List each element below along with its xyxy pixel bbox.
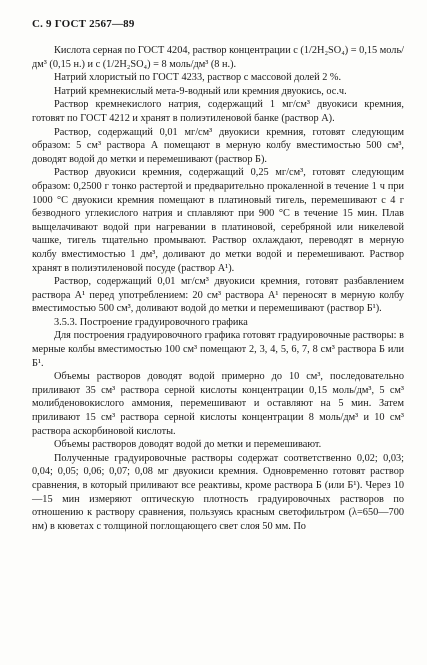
document-body <box>32 44 404 533</box>
paragraph: Раствор, содержащий 0,01 мг/см³ двуокиси кремния, готовят следующим образом: 5 см³ раствора А помещают в мерную колбу вместимостью 500 см³, доводят водой до метки и перемешивают (раствор Б). <box>32 126 404 165</box>
page-header: С. 9 ГОСТ 2567—89 <box>32 18 135 30</box>
paragraph: Раствор, содержащий 0,01 мг/см³ двуокиси кремния, готовят разбавлением раствора А¹ перед употреблением: 20 см³ раствора А¹ переносят в мерную колбу вместимостью 500 см³, доливают водой до метки и перемешивают (раствор Б¹). <box>32 276 404 315</box>
paragraph: Раствор кремнекислого натрия, содержащий 1 мг/см³ двуокиси кремния, готовят по ГОСТ 4212 и хранят в полиэтиленовой банке (раствор А). <box>32 99 404 124</box>
paragraph: Для построения градуировочного графика готовят градуировочные растворы: в мерные колбы вместимостью 100 см³ помещают 2, 3, 4, 5, 6, 7, 8 см³ раствора Б или Б¹. <box>32 330 404 369</box>
paragraph: Натрий хлористый по ГОСТ 4233, раствор с массовой долей 2 %. <box>54 72 342 84</box>
paragraph: Раствор двуокиси кремния, содержащий 0,25 мг/см³, готовят следующим образом: 0,2500 г тонко растертой и предварительно прокаленной в течение 1 ч при 1000 °С двуокиси кремния помещают в платиновый тигель, перемешивают с 4 г безводного углекислого натрия и сплавляют при 900 °С в течение 15 мин. Плав выщелачивают водой при нагревании в платиновой, серебряной или никелевой чашке, тигель тщательно промывают. Раствор охлаждают, переводят в мерную колбу вместимостью 1 дм³, доливают до метки водой и перемешивают. Раствор хранят в полиэтиленовой посуде (раствор А¹). <box>32 167 404 274</box>
paragraph: Полученные градуировочные растворы содержат соответственно 0,02; 0,03; 0,04; 0,05; 0,06; 0,07; 0,08 мг двуокиси кремния. Одновременно готовят раствор сравнения, в который приливают все реактивы, кроме раствора Б (или Б¹). Через 10—15 мин измеряют оптическую плотность градуировочных растворов по отношению к раствору сравнения, пользуясь красным светофильтром (λ=650—700 нм) в кюветах с толщиной поглощающего свет слоя 50 мм. По <box>32 452 404 532</box>
paragraph: Натрий кремнекислый мета-9-водный или кремния двуокись, ос.ч. <box>54 85 347 97</box>
paragraph: Кислота серная по ГОСТ 4204, раствор концентрации c (1/2H₂SO₄) = 0,15 моль/дм³ (0,15 н.) и c (1/2H₂SO₄) = 8 моль/дм³ (8 н.). <box>32 45 404 70</box>
paragraph: Объемы растворов доводят водой примерно до 10 см³, последовательно приливают 35 см³ раствора серной кислоты концентрации 0,15 моль/дм³, 5 см³ молибденовокислого аммония, перемешивают и оставляют на 5 мин. Затем приливают 15 см³ раствора серной кислоты концентрации 8 моль/дм³ и 10 см³ раствора аскорбиновой кислоты. <box>32 371 404 437</box>
section-heading: 3.5.3. Построение градуировочного графика <box>54 316 248 328</box>
paragraph: Объемы растворов доводят водой до метки и перемешивают. <box>54 439 322 451</box>
